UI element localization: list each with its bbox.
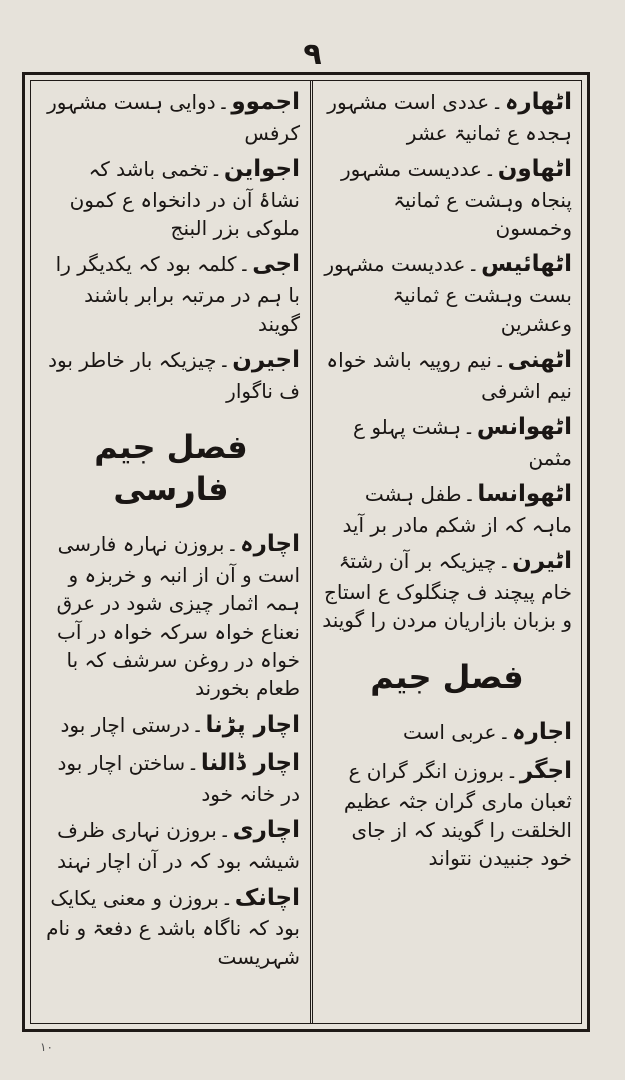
entry-definition: کلمہ بود کہ یکدیگر را با ہم در مرتبہ برابر باشند گویند xyxy=(55,252,300,336)
dictionary-entry xyxy=(42,528,300,703)
entry-separator: ۔ xyxy=(498,720,511,745)
footnote-mark: ۱۰ xyxy=(40,1040,53,1054)
entry-separator: ۔ xyxy=(220,885,233,910)
entry-definition: عددیست مشہور پنجاہ وہشت ع ثمانیۃ وخمسون xyxy=(340,157,572,241)
entry-headword: اجواین xyxy=(223,156,300,183)
entry-definition: چیزیکہ بر آن رشتۂ خام پیچند ف چنگلوک ع استاج و بزبان بازاریان مردن را گویند xyxy=(322,549,572,633)
entry-definition: بروزن نہارہ فارسی است و آن از انبہ و خربزہ و ہمہ اثمار چیزی شود در عرق نعناع خواہ سرکہ خواہ در آب خواہ در روغن سرشف کہ با طعام بخورند xyxy=(56,532,300,701)
section-title-che: فصل جیم فارسی xyxy=(94,427,248,508)
entry-separator: ۔ xyxy=(226,532,239,557)
left-entries-before xyxy=(42,86,300,405)
right-entries-before xyxy=(322,86,572,635)
entry-headword: اچار ڈالنا xyxy=(200,750,300,777)
entry-definition: ہشت پہلو ع مثمن xyxy=(353,414,572,470)
entry-definition: تخمی باشد کہ نشاۂ آن در دانخواہ ع کمون ملوکی بزر البنج xyxy=(69,157,300,241)
section-title-jim: فصل جیم xyxy=(370,657,524,696)
left-column xyxy=(38,86,304,1016)
dictionary-entry xyxy=(42,882,300,971)
entry-definition: بروزن انگر گران ع ثعبان ماری گران جثہ عظیم الخلقت را گویند کہ از جای خود جنبیدن نتواند xyxy=(343,758,572,871)
dictionary-entry xyxy=(322,344,572,405)
entry-separator: ۔ xyxy=(463,482,476,507)
entry-separator: ۔ xyxy=(491,90,503,114)
page-number: ۹ xyxy=(303,37,322,72)
entry-headword: اٹھائیس xyxy=(481,251,572,278)
dictionary-entry xyxy=(42,709,300,742)
entry-headword: اچانک xyxy=(234,884,300,911)
entry-headword: اچار پڑنا xyxy=(205,711,300,738)
entry-headword: اچاری xyxy=(232,817,300,844)
dictionary-entry xyxy=(322,86,572,147)
entry-definition: چیزیکہ بار خاطر بود ف ناگوار xyxy=(48,347,300,403)
entry-separator: ۔ xyxy=(493,347,506,372)
entry-separator: ۔ xyxy=(484,157,496,182)
dictionary-entry xyxy=(322,411,572,472)
entry-headword: اٹھوانسا xyxy=(477,481,572,508)
dictionary-entry xyxy=(322,248,572,337)
entry-definition: عددی است مشہور ہجدہ ع ثمانیۃ عشر xyxy=(327,90,572,145)
entry-definition: بروزن و معنی یکایک بود کہ ناگاہ باشد ع دفعۃ و نام شہریست xyxy=(46,885,300,969)
left-entries-after xyxy=(42,528,300,971)
entry-headword: اجگر xyxy=(519,757,572,784)
dictionary-entry xyxy=(42,153,300,242)
entry-headword: اجی xyxy=(252,251,300,278)
entry-separator: ۔ xyxy=(191,712,204,737)
entry-headword: اچارہ xyxy=(240,531,300,558)
entry-definition: بروزن نہاری ظرف شیشہ بود کہ در آن اچار نہند xyxy=(57,818,300,874)
entry-headword: اجارہ xyxy=(512,719,572,746)
entry-headword: اٹھنی xyxy=(507,346,572,373)
dictionary-entry xyxy=(42,814,300,875)
entry-separator: ۔ xyxy=(463,414,475,439)
entry-definition: ساختن اچار بود در خانہ خود xyxy=(57,751,300,807)
entry-separator: ۔ xyxy=(506,758,518,783)
dictionary-entry xyxy=(322,755,572,873)
entry-headword: اٹھاون xyxy=(497,156,572,183)
entry-headword: اجموو xyxy=(231,89,300,115)
entry-separator: ۔ xyxy=(218,818,231,843)
entry-separator: ۔ xyxy=(467,252,480,277)
column-divider xyxy=(310,80,313,1024)
entry-headword: اجیرن xyxy=(232,346,300,373)
entry-separator: ۔ xyxy=(498,549,511,574)
entry-separator: ۔ xyxy=(217,90,230,114)
dictionary-entry xyxy=(42,248,300,337)
entry-separator: ۔ xyxy=(210,157,222,182)
entry-definition: عربی است xyxy=(402,720,497,745)
dictionary-entry xyxy=(322,153,572,242)
entry-separator: ۔ xyxy=(187,751,199,776)
dictionary-entry xyxy=(42,344,300,405)
dictionary-entry xyxy=(42,747,300,808)
entry-separator: ۔ xyxy=(238,252,251,277)
dictionary-entry xyxy=(42,86,300,147)
dictionary-entry xyxy=(322,478,572,539)
entry-definition: عددیست مشہور بست وہشت ع ثمانیۃ وعشرین xyxy=(324,252,572,336)
entry-headword: اٹیرن xyxy=(512,548,572,575)
entry-separator: ۔ xyxy=(218,347,231,372)
right-column xyxy=(318,86,576,1016)
dictionary-entry xyxy=(322,545,572,634)
entry-definition: درستی اچار بود xyxy=(60,712,190,737)
entry-definition: طفل ہشت ماہہ کہ از شکم مادر بر آید xyxy=(342,482,572,537)
entry-headword: اٹھارہ xyxy=(504,89,572,115)
entry-definition: نیم روپیہ باشد خواہ نیم اشرفی xyxy=(326,347,572,403)
entry-definition: دوایی ہست مشہور کرفس xyxy=(47,90,300,145)
entry-headword: اٹھوانس xyxy=(476,413,572,440)
right-entries-after xyxy=(322,716,572,872)
dictionary-entry xyxy=(322,716,572,749)
